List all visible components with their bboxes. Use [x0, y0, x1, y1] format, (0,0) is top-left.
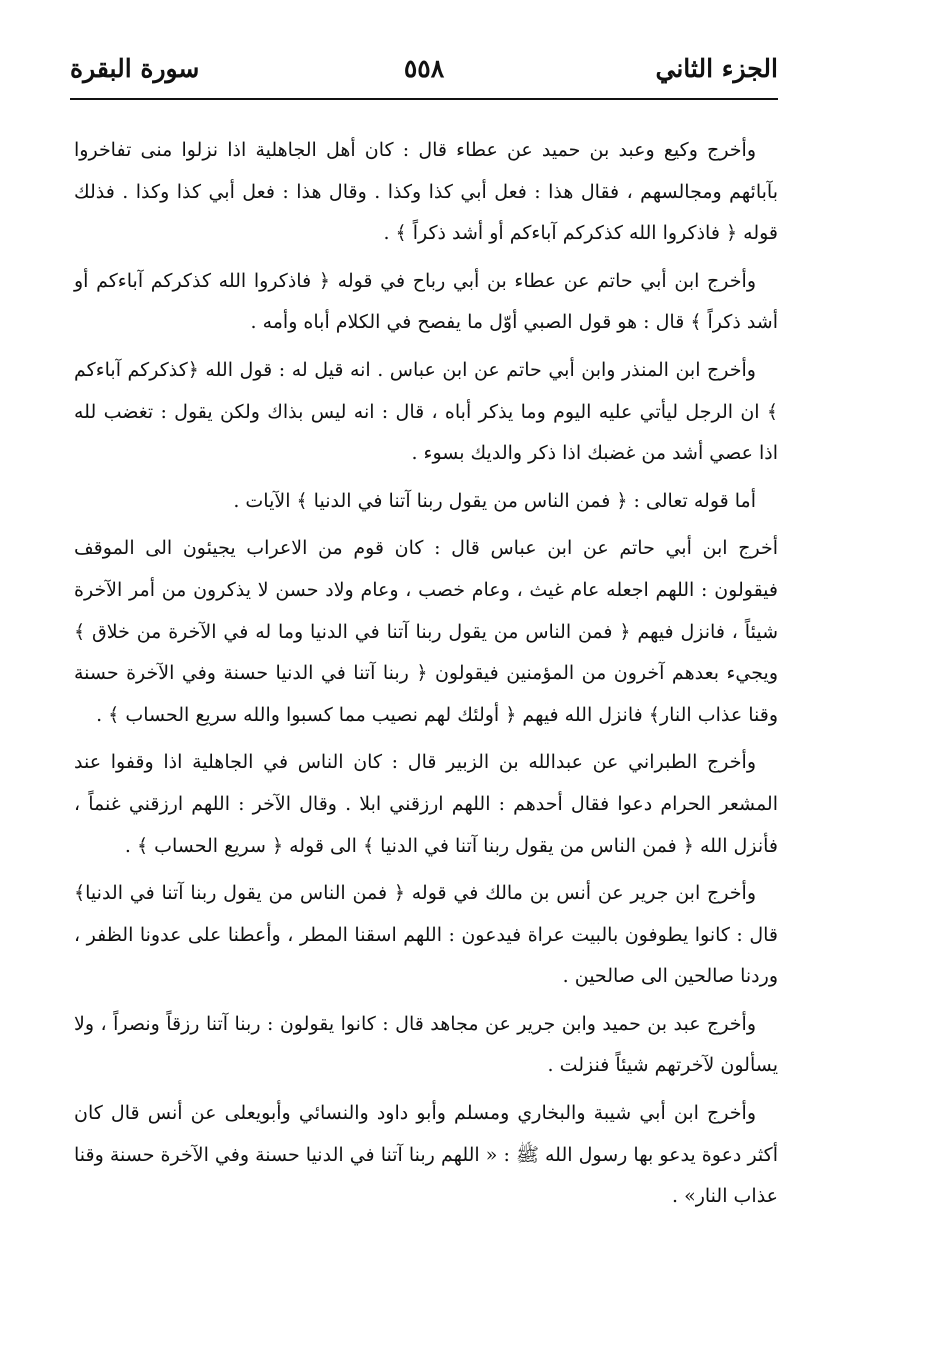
part-title: الجزء الثاني: [655, 54, 778, 83]
paragraph: وأخرج الطبراني عن عبدالله بن الزبير قال : كان الناس في الجاهلية اذا وقفوا عند المشعر الحرام دعوا فقال أحدهم : اللهم ارزقني ابلا . وقال الآخر : اللهم ارزقني غنماً ، فأنزل الله ﴿ فمن الناس من يقول ربنا آتنا في الدنيا ﴾ الى قوله ﴿ سريع الحساب ﴾ .: [74, 751, 778, 857]
paragraph: وأخرج ابن جرير عن أنس بن مالك في قوله ﴿ فمن الناس من يقول ربنا آتنا في الدنيا﴾ قال : كانوا يطوفون بالبيت عراة فيدعون : اللهم اسقنا المطر ، وأعطنا على عدونا الظفر ، وردنا صالحين الى صالحين .: [74, 882, 778, 988]
page-number: ٥٥٨: [403, 54, 445, 83]
paragraph: أما قوله تعالى : ﴿ فمن الناس من يقول ربنا آتنا في الدنيا ﴾ الآيات .: [233, 489, 756, 512]
page-body: [74, 130, 778, 1224]
paragraph: أخرج ابن أبي حاتم عن ابن عباس قال : كان قوم من الاعراب يجيئون الى الموقف فيقولون : اللهم اجعله عام غيث ، وعام خصب ، وعام ولاد حسن لا يذكرون من أمر الآخرة شيئاً ، فانزل فيهم ﴿ فمن الناس من يقول ربنا آتنا في الدنيا وما له في الآخرة من خلاق ﴾ ويجيء بعدهم آخرون من المؤمنين فيقولون ﴿ ربنا آتنا في الدنيا حسنة وفي الآخرة حسنة وقنا عذاب النار﴾ فانزل الله فيهم ﴿ أولئك لهم نصيب مما كسبوا والله سريع الحساب ﴾ .: [74, 537, 778, 726]
paragraph: وأخرج وكيع وعبد بن حميد عن عطاء قال : كان أهل الجاهلية اذا نزلوا منى تفاخروا بآبائهم ومجالسهم ، فقال هذا : فعل أبي كذا وكذا . وقال هذا : فعل أبي كذا وكذا . فذلك قوله ﴿ فاذكروا الله كذكركم آباءكم أو أشد ذكراً ﴾ .: [74, 139, 778, 245]
paragraph: وأخرج ابن أبي شيبة والبخاري ومسلم وأبو داود والنسائي وأبويعلى عن أنس قال كان أكثر دعوة يدعو بها رسول الله ﷺ : « اللهم ربنا آتنا في الدنيا حسنة وفي الآخرة حسنة وقنا عذاب النار» .: [74, 1102, 778, 1208]
page-header: [70, 52, 778, 94]
paragraph: وأخرج ابن المنذر وابن أبي حاتم عن ابن عباس . انه قيل له : قول الله ﴿كذكركم آباءكم ﴾ ان الرجل ليأتي عليه اليوم وما يذكر أباه ، قال : انه ليس بذاك ولكن يقول : تغضب لله اذا عصي أشد من غضبك اذا ذكر والديك بسوء .: [74, 358, 778, 465]
paragraph: وأخرج ابن أبي حاتم عن عطاء بن أبي رباح في قوله ﴿ فاذكروا الله كذكركم آباءكم أو أشد ذكراً ﴾ قال : هو قول الصبي أوّل ما يفصح في الكلام أباه وأمه .: [74, 269, 778, 334]
surah-title: سورة البقرة: [70, 54, 200, 83]
paragraph: وأخرج عبد بن حميد وابن جرير عن مجاهد قال : كانوا يقولون : ربنا آتنا رزقاً ونصراً ، ولا يسألون لآخرتهم شيئاً فنزلت .: [74, 1012, 778, 1077]
header-divider: [70, 98, 778, 100]
